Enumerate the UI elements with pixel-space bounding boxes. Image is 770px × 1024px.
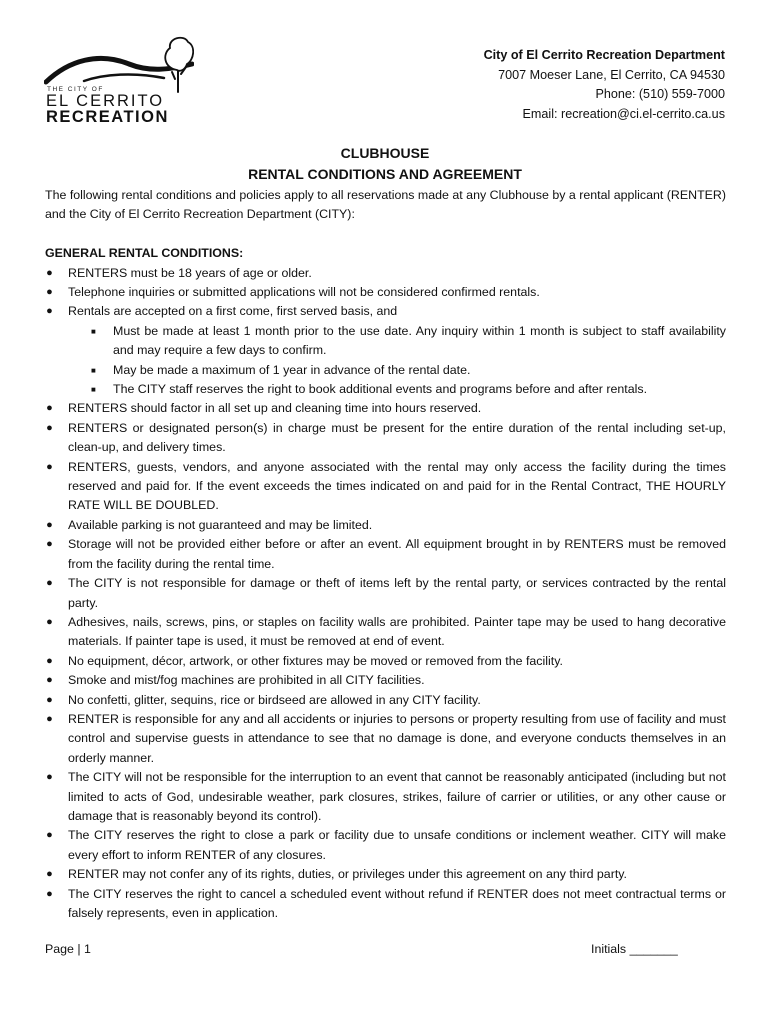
list-item-text: RENTER may not confer any of its rights, duties, or privileges under this agreement on any third party. [68, 867, 627, 882]
list-item-text: Rentals are accepted on a first come, first served basis, and [68, 304, 398, 319]
list-item [45, 652, 726, 671]
initials-field: Initials _______ [591, 942, 678, 956]
list-item [45, 302, 726, 399]
el-cerrito-recreation-logo [44, 34, 194, 126]
list-item [45, 671, 726, 690]
logo-line-1: EL CERRITO [46, 92, 165, 110]
list-item [45, 419, 726, 458]
list-item [45, 574, 726, 613]
list-item-text: No confetti, glitter, sequins, rice or birdseed are allowed in any CITY facility. [68, 692, 481, 707]
list-item [45, 516, 726, 535]
list-item-text: Available parking is not guaranteed and may be limited. [68, 517, 373, 532]
sub-list-item-text: The CITY staff reserves the right to book additional events and programs before and after rentals. [113, 382, 648, 397]
square-bullet-icon: ■ [91, 365, 96, 375]
list-item-text: The CITY is not responsible for damage or theft of items left by the rental party, or services contracted by the rental party. [68, 576, 726, 610]
bullet-icon: ● [46, 868, 53, 881]
conditions-list [45, 264, 726, 924]
document-body [45, 186, 726, 923]
list-item [45, 885, 726, 924]
bullet-icon: ● [46, 577, 53, 590]
list-item-text: Adhesives, nails, screws, pins, or staples on facility walls are prohibited. Painter tape may be used to hang decorative materials. If painter tape is used, it must be removed at end of event. [68, 614, 726, 649]
list-item [45, 458, 726, 516]
list-item [45, 535, 726, 574]
bullet-icon: ● [46, 421, 53, 434]
document-title [0, 143, 770, 185]
bullet-icon: ● [46, 771, 53, 784]
list-item [45, 613, 726, 652]
sub-list-item-text: May be made a maximum of 1 year in advance of the rental date. [113, 362, 471, 377]
list-item-text: RENTERS or designated person(s) in charge must be present for the entire duration of the rental including set-up, clean-up, and delivery times. [68, 420, 726, 455]
square-bullet-icon: ■ [91, 385, 96, 395]
bullet-icon: ● [46, 887, 53, 900]
address: 7007 Moeser Lane, El Cerrito, CA 94530 [498, 67, 725, 82]
bullet-icon: ● [46, 518, 53, 531]
bullet-icon: ● [46, 674, 53, 687]
list-item-text: RENTERS, guests, vendors, and anyone associated with the rental may only access the facility during the times reserved and paid for. If the event exceeds the times indicated on and paid for in the Rental Contract, THE HOURLY RATE WILL BE DOUBLED. [68, 459, 726, 513]
list-item-text: The CITY reserves the right to close a park or facility due to unsafe conditions or inclement weather. CITY will make every effort to inform RENTER of any closures. [68, 828, 726, 862]
list-item-text: No equipment, décor, artwork, or other fixtures may be moved or removed from the facility. [68, 653, 563, 668]
list-item-text: The CITY reserves the right to cancel a scheduled event without refund if RENTER does not meet contractual terms or falsely represents, even in application. [68, 886, 726, 921]
sub-list-item [68, 361, 726, 380]
contact-block [484, 46, 725, 124]
list-item-text: RENTERS must be 18 years of age or older. [68, 265, 312, 280]
list-item [45, 865, 726, 884]
list-item-text: Telephone inquiries or submitted applications will not be considered confirmed rentals. [68, 285, 540, 300]
page-number: Page | 1 [45, 942, 91, 956]
list-item-text: RENTERS should factor in all set up and cleaning time into hours reserved. [68, 401, 482, 416]
hills-and-tree-logo-graphic [44, 34, 194, 94]
list-item-text: Storage will not be provided either before or after an event. All equipment brought in by RENTERS must be removed from the facility during the rental time. [68, 537, 726, 571]
bullet-icon: ● [46, 615, 53, 628]
organization-name: City of El Cerrito Recreation Department [483, 48, 725, 62]
list-item [45, 710, 726, 768]
sub-list-item [68, 322, 726, 361]
logo-line-2: RECREATION [46, 108, 169, 126]
bullet-icon: ● [46, 693, 53, 706]
list-item [45, 399, 726, 418]
phone: Phone: (510) 559-7000 [595, 87, 725, 101]
bullet-icon: ● [46, 654, 53, 667]
list-item [45, 264, 726, 283]
list-item-text: The CITY will not be responsible for the interruption to an event that cannot be reasonably anticipated (including but not limited to acts of God, undesirable weather, park closures, strikes, failure of carrier or utilities, or any other cause or damage that is reasonably beyond its control). [68, 770, 726, 823]
list-item [45, 768, 726, 826]
list-item-text: Smoke and mist/fog machines are prohibited in all CITY facilities. [68, 673, 425, 688]
list-item-text: RENTER is responsible for any and all accidents or injuries to persons or property resulting from use of facility and must control and supervise guests in attendance to see that no damage is done, and everyone conducts themselves in an orderly manner. [68, 711, 726, 765]
bullet-icon: ● [46, 538, 53, 551]
bullet-icon: ● [46, 829, 53, 842]
list-item [45, 283, 726, 302]
bullet-icon: ● [46, 402, 53, 415]
bullet-icon: ● [46, 286, 53, 299]
email: Email: recreation@ci.el-cerrito.ca.us [522, 106, 725, 121]
list-item [45, 826, 726, 865]
bullet-icon: ● [46, 305, 53, 318]
bullet-icon: ● [46, 460, 53, 473]
square-bullet-icon: ■ [91, 326, 96, 336]
bullet-icon: ● [46, 712, 53, 725]
sub-list [68, 322, 726, 400]
title-agreement: RENTAL CONDITIONS AND AGREEMENT [248, 166, 522, 182]
sub-list-item-text: Must be made at least 1 month prior to the use date. Any inquiry within 1 month is subject to staff availability and may require a few days to confirm. [113, 323, 726, 358]
intro-paragraph: The following rental conditions and policies apply to all reservations made at any Clubhouse by a rental applicant (RENTER) and the City of El Cerrito Recreation Department (CITY): [45, 188, 726, 222]
bullet-icon: ● [46, 266, 53, 279]
section-title: GENERAL RENTAL CONDITIONS: [45, 246, 244, 261]
list-item [45, 691, 726, 710]
sub-list-item [68, 380, 726, 399]
title-clubhouse: CLUBHOUSE [340, 145, 430, 161]
logo-small-text: THE CITY OF [47, 86, 104, 93]
